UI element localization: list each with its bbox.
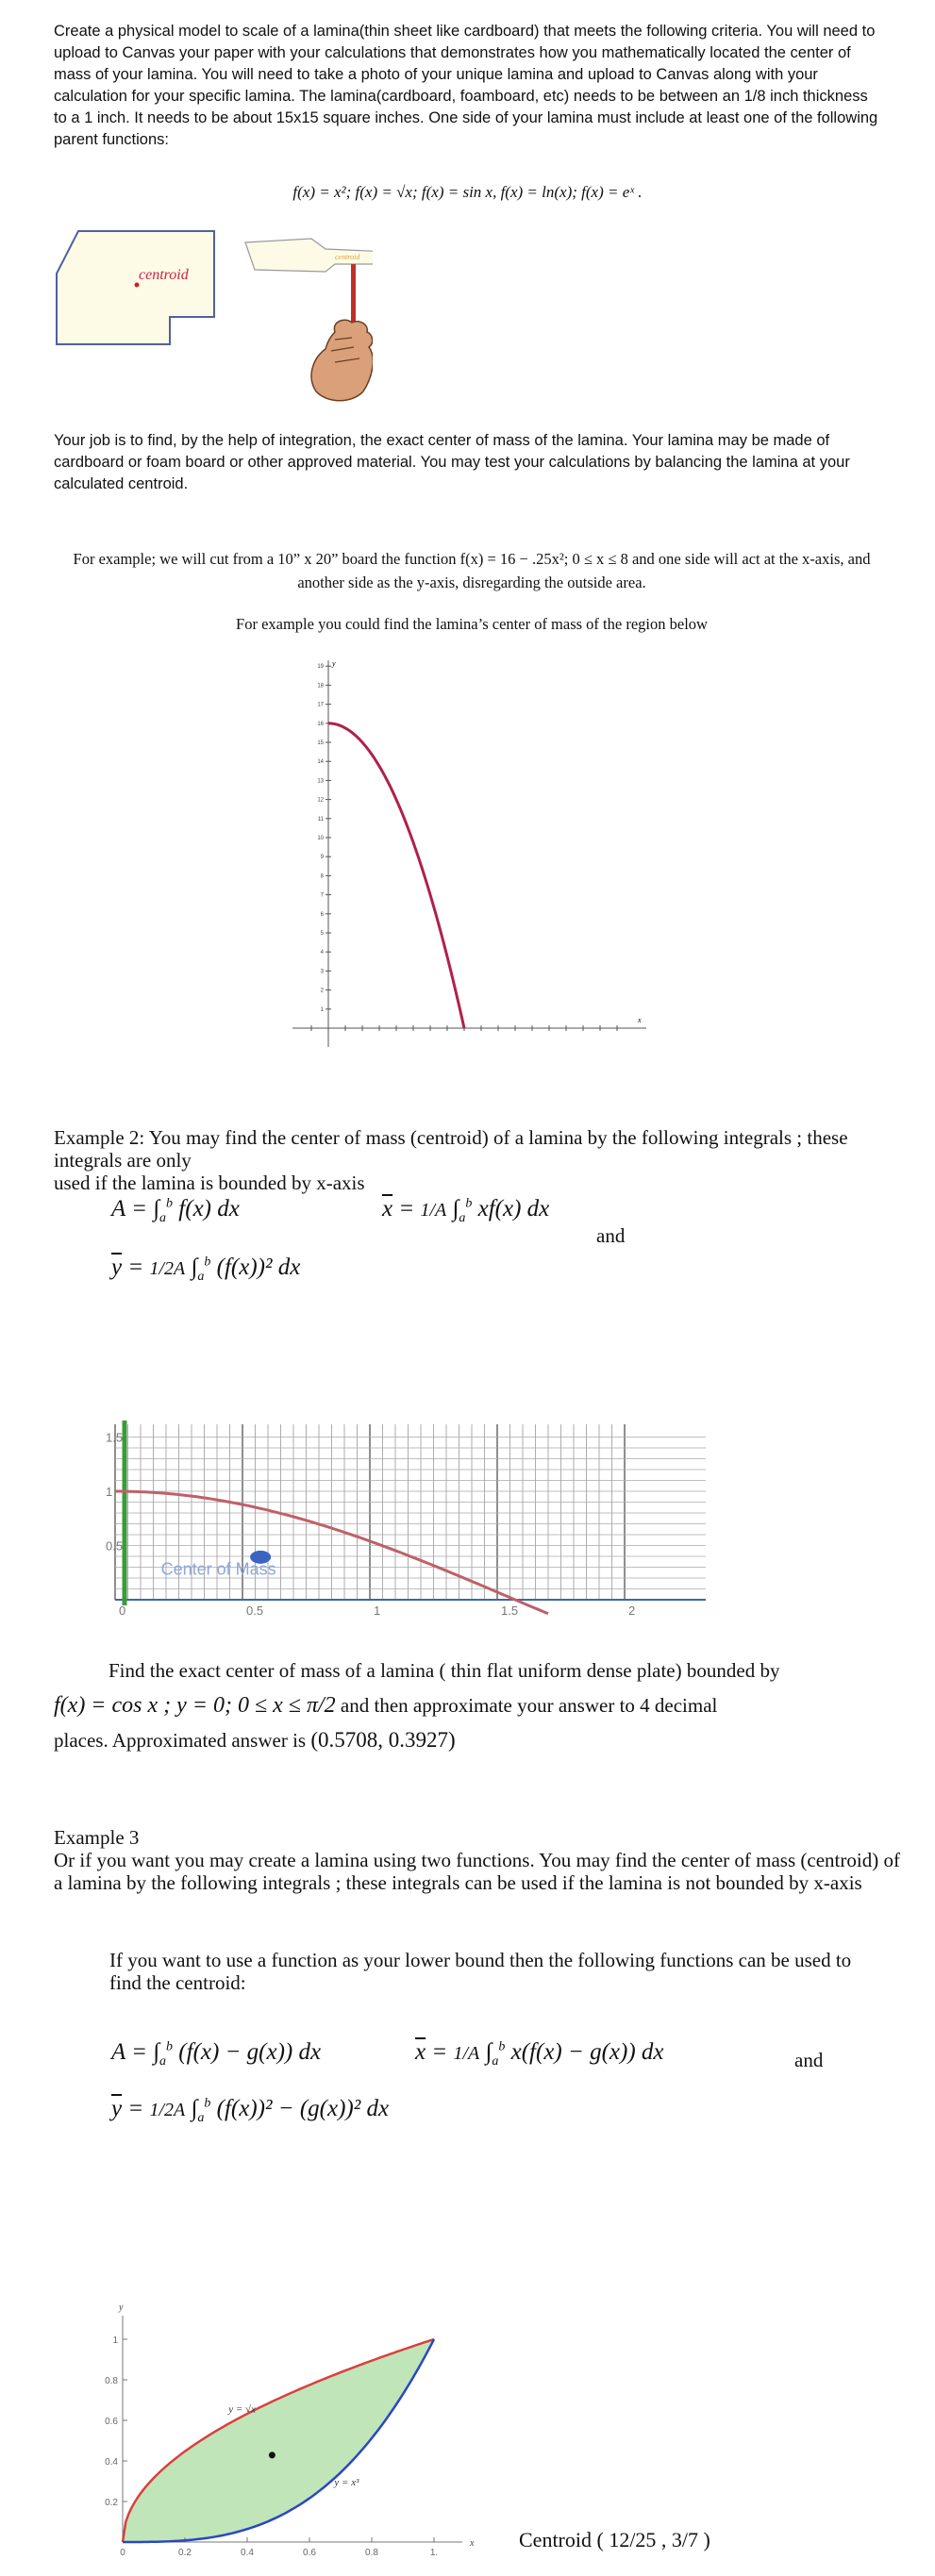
y-tick-label: 0.8 bbox=[105, 2376, 118, 2386]
y-tick-label: 18 bbox=[317, 683, 324, 690]
and-label: and bbox=[596, 1224, 626, 1247]
x-tick-label: 0 bbox=[119, 1604, 126, 1618]
formula-area: $A = \int_a^b$ f(x) dx bbox=[111, 1196, 240, 1225]
example2-heading-line2: used if the lamina is bounded by x-axis bbox=[54, 1172, 365, 1194]
y-tick-label: 1 bbox=[320, 1006, 324, 1013]
y-tick-label: 9 bbox=[320, 855, 324, 861]
find-function: f(x) = cos x ; y = 0; 0 ≤ x ≤ π/2 bbox=[54, 1693, 336, 1718]
x-tick-label: 0.4 bbox=[241, 2548, 254, 2558]
y-tick-label: 1 bbox=[106, 1485, 113, 1499]
parent-functions: f(x) = x²; f(x) = √x; f(x) = sin x, f(x) = ln(x); f(x) = eˣ . bbox=[292, 183, 643, 201]
x-axis-label: x bbox=[470, 2538, 475, 2549]
y-tick-label: 1.5 bbox=[106, 1430, 124, 1445]
y-tick-label: 1 bbox=[112, 2335, 118, 2346]
x-tick-label: 2 bbox=[628, 1604, 636, 1618]
example2-heading-line1: Example 2: You may find the center of mass (centroid) of a lamina by the following integrals ; these integrals are only bbox=[54, 1126, 848, 1172]
region-fill bbox=[123, 2339, 434, 2542]
y-tick-label: 2 bbox=[320, 988, 324, 994]
y-tick-label: 0.6 bbox=[105, 2417, 118, 2427]
x-axis-label: x bbox=[638, 1016, 642, 1024]
parabola-curve bbox=[328, 723, 464, 1028]
center-of-mass-label: Center of Mass bbox=[160, 1559, 276, 1579]
y-tick-label: 16 bbox=[317, 721, 324, 727]
chart-two-functions bbox=[85, 2287, 509, 2570]
y-tick-label: 0.4 bbox=[105, 2457, 118, 2468]
y-tick-label: 7 bbox=[320, 892, 324, 899]
x-tick-label: 0.2 bbox=[178, 2548, 192, 2558]
find-text: Find the exact center of mass of a lamina ( thin flat uniform dense plate) bounded by bbox=[109, 1659, 780, 1682]
label-cubic: y = x³ bbox=[334, 2476, 359, 2488]
chart-cosine bbox=[104, 1415, 717, 1651]
centroid-point bbox=[269, 2451, 275, 2458]
y-tick-label: 0.2 bbox=[105, 2498, 118, 2508]
x-tick-label: 0.6 bbox=[303, 2548, 316, 2558]
y-tick-label: 6 bbox=[320, 911, 324, 918]
x-tick-label: 1.5 bbox=[501, 1604, 519, 1618]
formula-ybar: $\overline{y} = 1/2A$ $\int_a^b$ (f(x))² dx bbox=[111, 1255, 301, 1284]
x-tick-label: 1. bbox=[429, 2548, 439, 2558]
y-tick-label: 0.5 bbox=[106, 1538, 124, 1554]
y-tick-label: 3 bbox=[320, 969, 324, 975]
example3-paragraph: Or if you want you may create a lamina using two functions. You may find the center of mass (centroid) of a lamina by the following integrals ; these integrals can be used if the lamina is not bounded by x-axis bbox=[54, 1849, 900, 1894]
y-axis-label: y bbox=[332, 659, 336, 668]
y-tick-label: 12 bbox=[317, 797, 324, 804]
lamina-illustration bbox=[52, 226, 373, 406]
job-paragraph: Your job is to find, by the help of integration, the exact center of mass of the lamina. Your lamina may be made of cardboard or foam board or other approved material. You may test your calculations by balancing the lamina at your calculated centroid. bbox=[54, 432, 850, 492]
example3-title: Example 3 bbox=[54, 1826, 140, 1849]
x-tick-label: 1 bbox=[374, 1604, 381, 1618]
example1-description: For example; we will cut from a 10” x 20” board the function f(x) = 16 − .25x²; 0 ≤ x ≤ 8 and one side will act at the x-axis, and another side as the y-axis, disregarding the outside area. bbox=[73, 550, 871, 591]
centroid-label-right: centroid bbox=[335, 253, 360, 261]
example3-sub: If you want to use a function as your lower bound then the following functions can be used to find the centroid: bbox=[109, 1949, 852, 1994]
find-rest: and then approximate your answer to 4 decimal bbox=[340, 1694, 718, 1717]
approx-answer: (0.5708, 0.3927) bbox=[310, 1728, 456, 1752]
x-tick-label: 0 bbox=[120, 2548, 125, 2558]
find-paragraph bbox=[54, 1658, 903, 1753]
y-axis-label: y bbox=[119, 2302, 124, 2313]
y-tick-label: 5 bbox=[320, 931, 324, 937]
x-tick-label: 0.5 bbox=[246, 1604, 264, 1618]
y-tick-label: 11 bbox=[317, 816, 324, 823]
label-sqrt: y = √x bbox=[228, 2403, 256, 2416]
y-tick-label: 19 bbox=[317, 664, 324, 671]
lamina-shape-left bbox=[57, 231, 214, 344]
y-tick-label: 13 bbox=[317, 778, 324, 785]
places-text: places. Approximated answer is bbox=[54, 1729, 307, 1752]
chart-parabola bbox=[283, 651, 660, 1056]
example3-block bbox=[54, 1826, 903, 1894]
and-label-3: and bbox=[794, 2049, 824, 2071]
centroid-result: Centroid ( 12/25 , 3/7 ) bbox=[519, 2528, 710, 2551]
y-tick-label: 15 bbox=[317, 740, 324, 746]
example1-subtitle: For example you could find the lamina’s center of mass of the region below bbox=[236, 615, 708, 633]
y-tick-label: 10 bbox=[317, 836, 324, 841]
formula-xbar: $\overline{x} = 1/A$ $\int_a^b$ xf(x) dx bbox=[382, 1196, 550, 1225]
y-tick-label: 17 bbox=[317, 702, 324, 708]
y-tick-label: 8 bbox=[320, 873, 324, 880]
intro-paragraph: Create a physical model to scale of a lamina(thin sheet like cardboard) that meets the following criteria. You will need to upload to Canvas your paper with your calculations that demonstrates how you mathematically located the center of mass of your lamina. You will need to take a photo of your unique lamina and upload to Canvas along with your calculation for your specific lamina. The lamina(cardboard, foamboard, etc) needs to be between an 1/8 inch thickness to a 1 inch. It needs to be about 15x15 square inches. One side of your lamina must include at least one of the following parent functions: bbox=[54, 23, 878, 148]
formula3-area: $A = \int_a^b$ (f(x) − g(x)) dx bbox=[111, 2039, 322, 2069]
centroid-label-left: centroid bbox=[139, 267, 189, 283]
formula3-ybar: $\overline{y} = 1/2A$ $\int_a^b$ (f(x))² − (g(x))² dx bbox=[111, 2096, 390, 2125]
centroid-dot-left bbox=[135, 283, 140, 288]
hand-icon bbox=[311, 320, 373, 401]
example2-heading bbox=[54, 1126, 903, 1194]
x-tick-label: 0.8 bbox=[365, 2548, 378, 2558]
formula3-xbar: $\overline{x} = 1/A$ $\int_a^b$ x(f(x) − g(x)) dx bbox=[415, 2039, 664, 2069]
y-tick-label: 14 bbox=[317, 759, 324, 766]
y-tick-label: 4 bbox=[320, 950, 324, 956]
